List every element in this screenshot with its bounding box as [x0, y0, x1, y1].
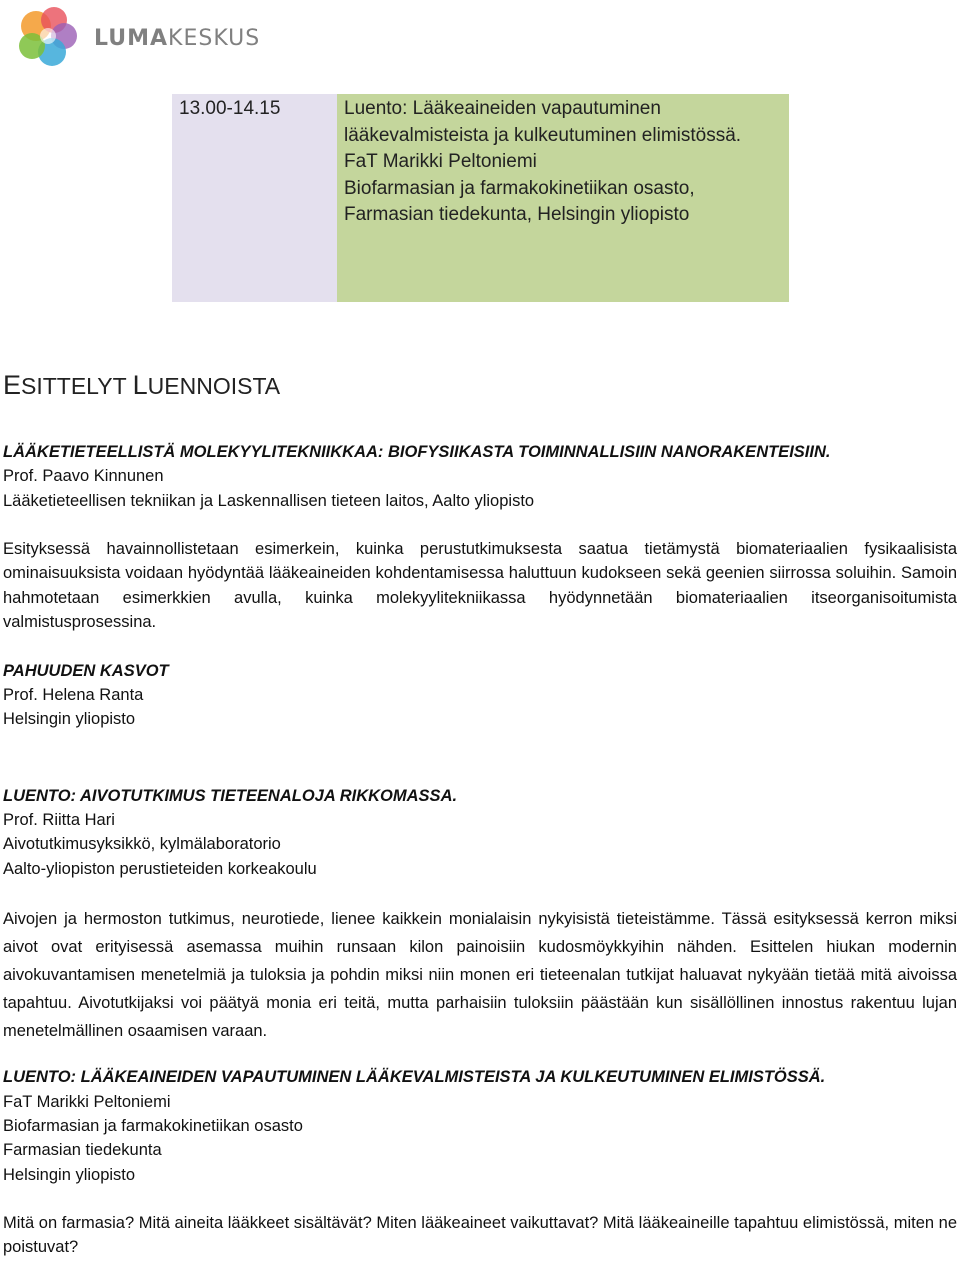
lecture-heading: PAHUUDEN KASVOT [3, 661, 169, 680]
logo-text: LUMAKESKUS [94, 25, 261, 51]
speaker-line: Aalto-yliopiston perustieteiden korkeakoulu [3, 859, 317, 878]
schedule-table [172, 94, 789, 302]
lecture-3 [3, 784, 957, 1045]
lecture-heading: LUENTO: AIVOTUTKIMUS TIETEENALOJA RIKKOMASSA. [3, 786, 458, 805]
speaker-line: FaT Marikki Peltoniemi [3, 1092, 171, 1111]
speaker-line: Aivotutkimusyksikkö, kylmälaboratorio [3, 835, 281, 854]
lumakeskus-logo [14, 4, 260, 72]
schedule-line: lääkevalmisteista ja kulkeutuminen elimistössä. [344, 124, 742, 146]
speaker-line: Biofarmasian ja farmakokinetiikan osasto [3, 1116, 303, 1135]
speaker-line: Prof. Paavo Kinnunen [3, 467, 164, 486]
speaker-line: Helsingin yliopisto [3, 710, 136, 729]
speaker-line: Helsingin yliopisto [3, 1165, 136, 1184]
lecture-1 [3, 440, 957, 634]
lecture-abstract: Esityksessä havainnollistetaan esimerkein, kuinka perustutkimuksesta saatua tietämystä biomateriaalien fysikaalisista ominaisuuksista voidaan hyödyntää lääkeaineiden kohdentamisessa haluttuun kudokseen sekä geenien siirrossa soluihin. Samoin hahmotetaan esimerkkien avulla, kuinka molekyylitekniikassa hyödynnetään biomateriaalien itseorganisoitumista valmistusprosessina. [3, 540, 957, 632]
speaker-line: Prof. Riitta Hari [3, 811, 115, 830]
lecture-heading: LUENTO: LÄÄKEAINEIDEN VAPAUTUMINEN LÄÄKEVALMISTEISTA JA KULKEUTUMINEN ELIMISTÖSSÄ. [3, 1068, 826, 1087]
lectures-content [3, 440, 957, 1260]
lecture-4 [3, 1065, 957, 1259]
speaker-line: Prof. Helena Ranta [3, 685, 144, 704]
schedule-line: Luento: Lääkeaineiden vapautuminen [344, 98, 661, 119]
section-title: ESITTELYT LUENNOISTA [3, 370, 281, 400]
schedule-line: Biofarmasian ja farmakokinetiikan osasto, [344, 177, 695, 199]
schedule-time: 13.00-14.15 [172, 94, 337, 302]
lecture-abstract: Aivojen ja hermoston tutkimus, neurotiede, lienee kaikkein monialaisin nykyisistä tieteistämme. Tässä esityksessä kerron miksi aivot ovat erityisessä asemassa muihin runsaan kilon painoisiin kudosmöykkyihin nähden. Esittelen hiukan modernin aivokuvantamisen menetelmiä ja tuloksia ja pohdin miksi niin monen eri tieteenalan tutkijat haluavat nykyään tietää mitä aivoissa tapahtuu. Aivotutkijaksi voi päätyä monia eri teitä, mutta parhaisiin tuloksiin päästään kun sisällöllinen innostus rakentuu lujan menetelmällinen osaamisen varaan. [3, 910, 957, 1041]
speaker-line: Lääketieteellisen tekniikan ja Laskennallisen tieteen laitos, Aalto yliopisto [3, 491, 535, 510]
schedule-line: FaT Marikki Peltoniemi [344, 151, 537, 173]
schedule-line: Farmasian tiedekunta, Helsingin yliopisto [344, 204, 690, 226]
luma-logo-icon [14, 4, 84, 72]
schedule-description [337, 94, 789, 302]
lecture-heading: LÄÄKETIETEELLISTÄ MOLEKYYLITEKNIIKKAA: BIOFYSIIKASTA TOIMINNALLISIIN NANORAKENTEISIIN. [3, 443, 831, 461]
lecture-2 [3, 659, 957, 732]
lecture-abstract: Mitä on farmasia? Mitä aineita lääkkeet sisältävät? Miten lääkeaineet vaikuttavat? Mitä lääkeaineille tapahtuu elimistössä, miten ne poistuvat? [3, 1214, 957, 1257]
speaker-line: Farmasian tiedekunta [3, 1141, 162, 1160]
